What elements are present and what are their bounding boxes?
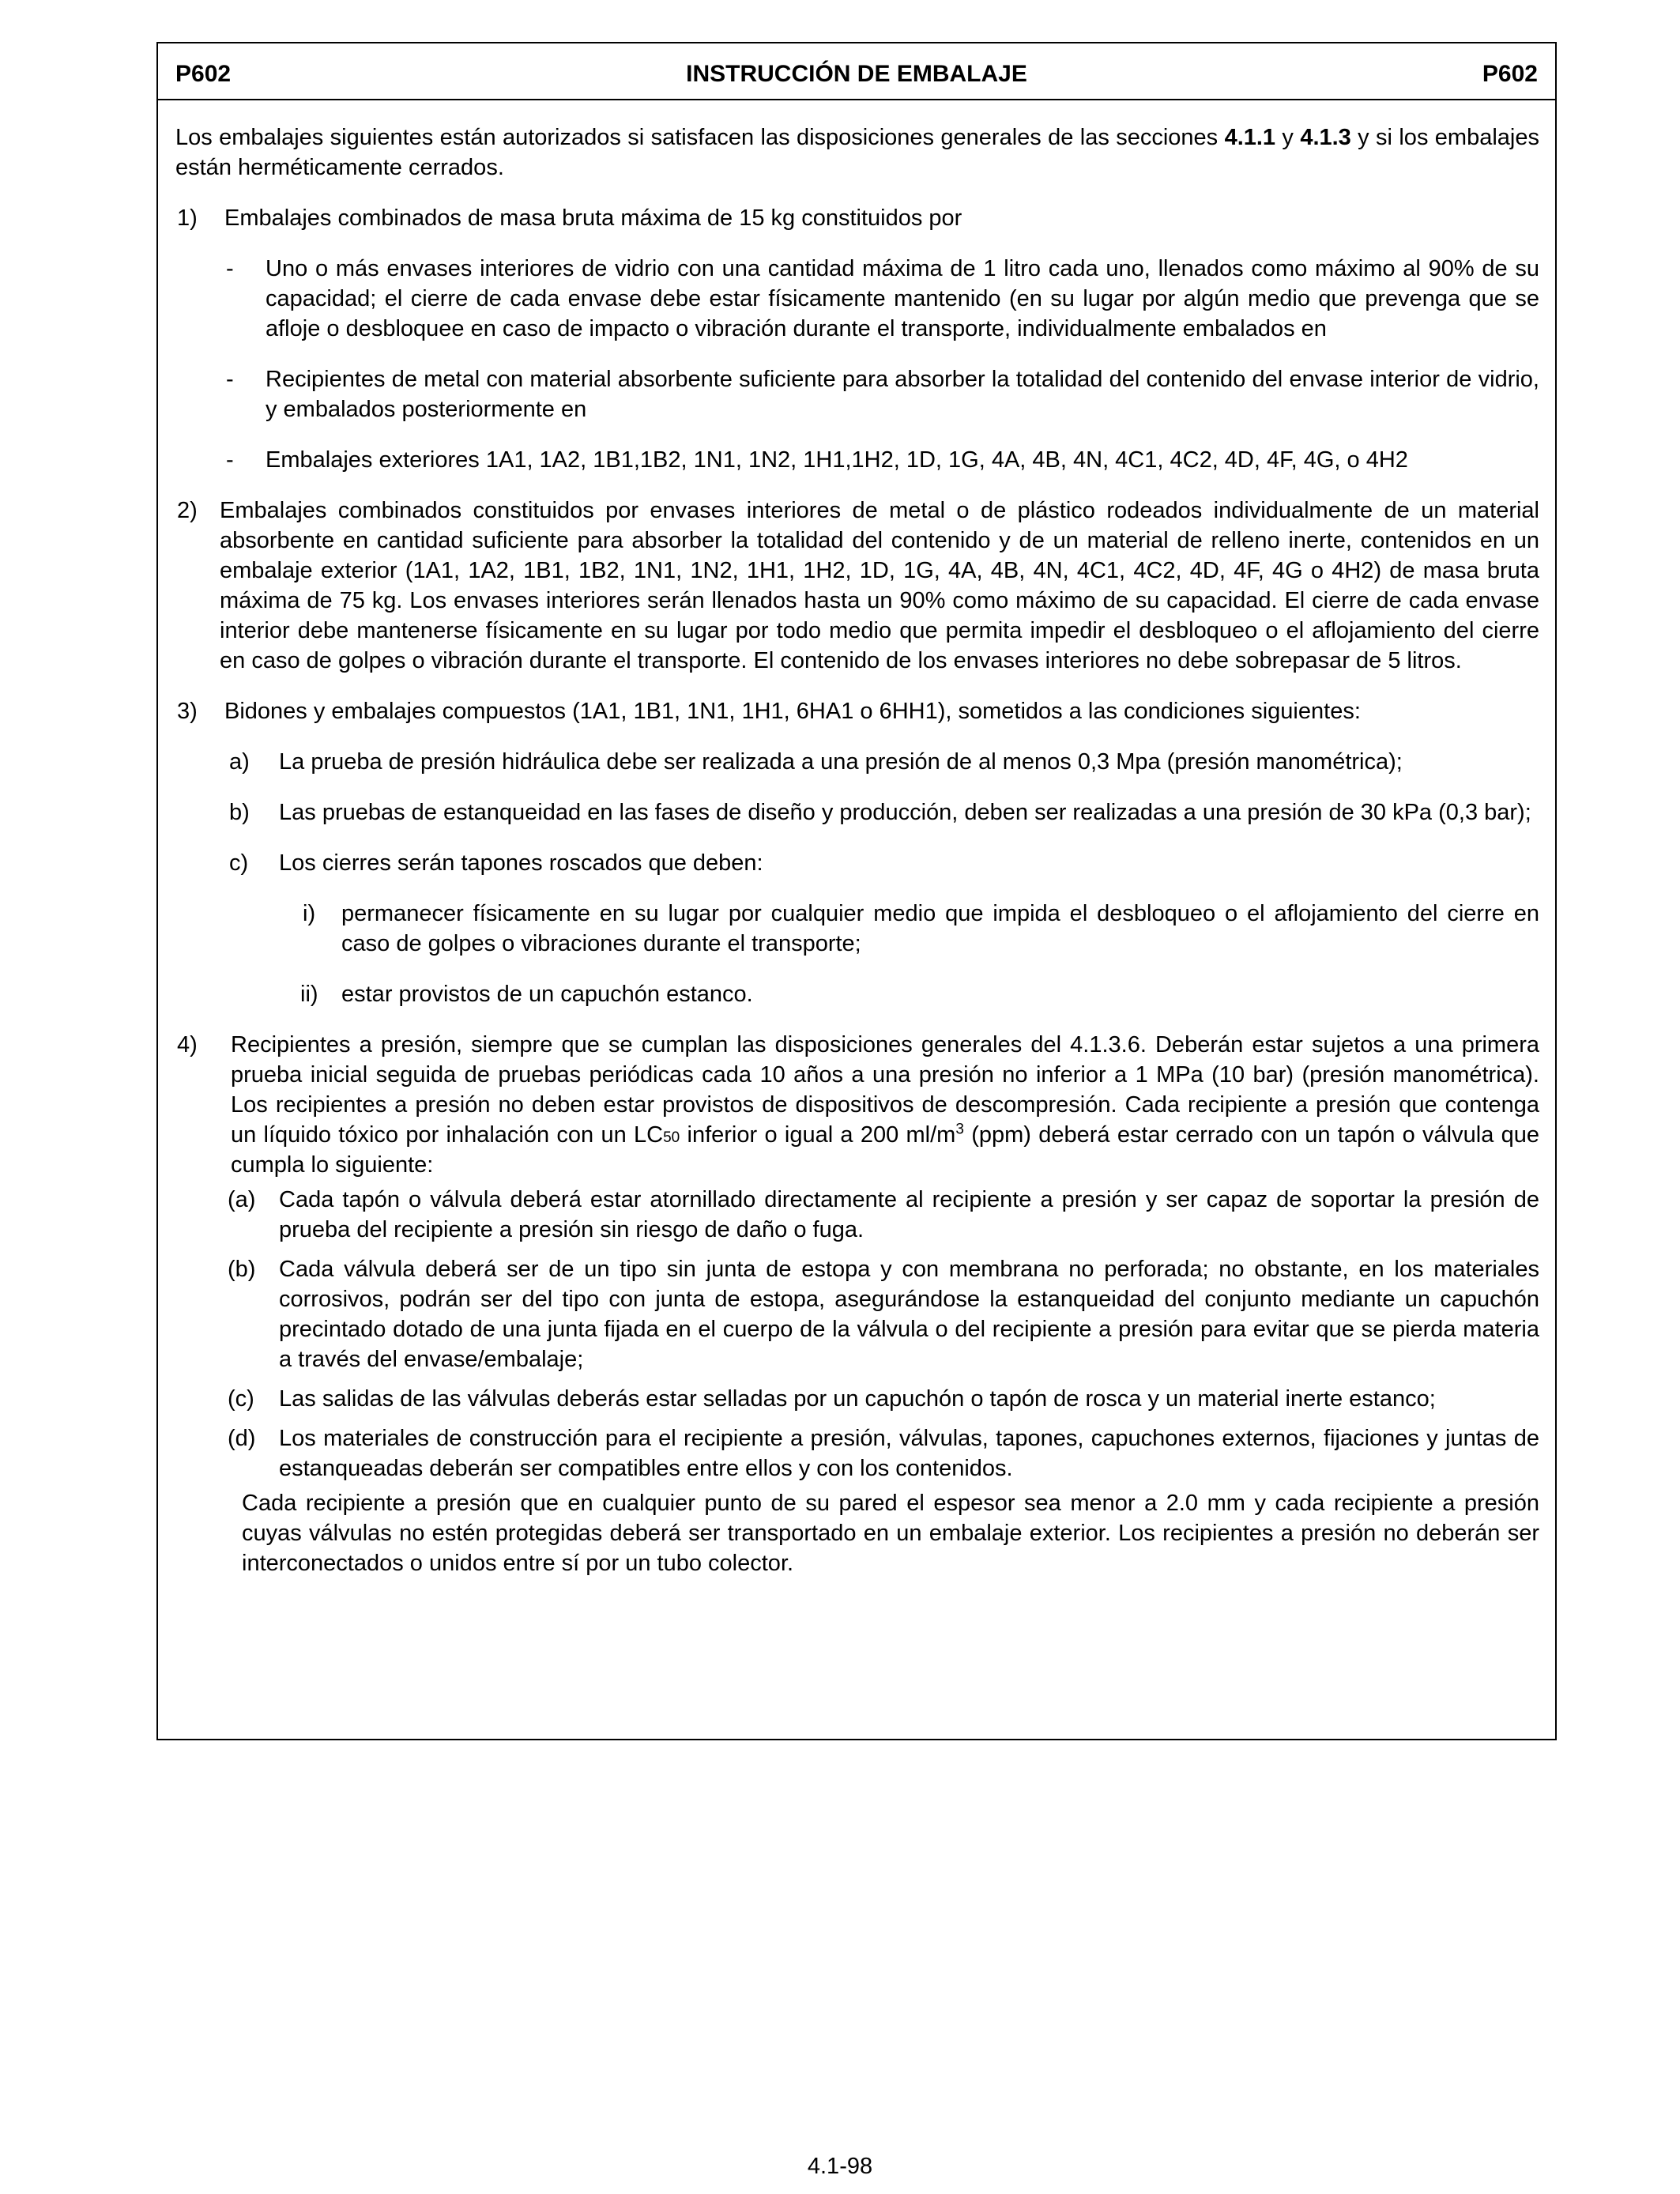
sub-marker: a) xyxy=(229,749,250,775)
item-1-dash-3 xyxy=(175,445,1539,475)
sub-text: Cada tapón o válvula deberá estar atornillado directamente al recipiente a presión y ser capaz de soportar la presión de prueba del recipiente a presión sin riesgo de daño o fuga. xyxy=(279,1187,1539,1242)
instruction-code-right: P602 xyxy=(1482,61,1538,87)
item-text: Embalajes combinados constituidos por envases interiores de metal o de plástico rodeados individualmente de un material absorbente en cantidad suficiente para absorber la totalidad del contenido y de un material de relleno inerte, contenidos en un embalaje exterior (1A1, 1A2, 1B1, 1B2, 1N1, 1N2, 1H1, 1H2, 1D, 1G, 4A, 4B, 4N, 4C1, 4C2, 4D, 4F, 4G o 4H2) de masa bruta máxima de 75 kg. Los envases interiores serán llenados hasta un 90% como máximo de su capacidad. El cierre de cada envase interior debe mantenerse físicamente en su lugar por todo medio que permita impedir el desbloqueo o el aflojamiento del cierre en caso de golpes o vibración durante el transporte. El contenido de los envases interiores no debe sobrepasar de 5 litros. xyxy=(220,498,1539,673)
item-text: Recipientes a presión, siempre que se cumplan las disposiciones generales del 4.1.3.6. Deberán estar sujetos a una primera prueba inicial seguida de pruebas periódicas cada 10 años a una presión no inferior a 1 MPa (10 bar) (presión manométrica). Los recipientes a presión no deben estar provistos de dispositivos de descompresión. Cada recipiente a presión que contenga un líquido tóxico por inhalación con un LC50 inferior o igual a 200 $ml/m^3$ (ppm) deberá estar cerrado con un tapón o válvula que cumpla lo siguiente: xyxy=(231,1032,1539,1178)
item-4-c xyxy=(175,1384,1539,1414)
item-3-c-i xyxy=(175,899,1539,959)
instruction-title: INSTRUCCIÓN DE EMBALAJE xyxy=(686,61,1027,87)
item-marker: 4) xyxy=(177,1032,198,1057)
sub-text: permanecer físicamente en su lugar por cualquier medio que impida el desbloqueo o el aflojamiento del cierre en caso de golpes o vibraciones durante el transporte; xyxy=(341,901,1539,956)
packing-instruction-box xyxy=(156,42,1557,1740)
dash-text: Uno o más envases interiores de vidrio con una cantidad máxima de 1 litro cada uno, llenados como máximo al 90% de su capacidad; el cierre de cada envase debe estar físicamente mantenido (en su lugar por algún medio que prevenga que se afloje o desbloquee en caso de impacto o vibración durante el transporte, individualmente embalados en xyxy=(266,256,1539,341)
sub-marker: c) xyxy=(229,850,249,876)
item-4-a xyxy=(175,1185,1539,1245)
item-4-closing xyxy=(175,1488,1539,1578)
section-reference: 4.1.1 xyxy=(1224,125,1276,150)
item-3-b xyxy=(175,797,1539,827)
dash-text: Embalajes exteriores 1A1, 1A2, 1B1,1B2, 1N1, 1N2, 1H1,1H2, 1D, 1G, 4A, 4B, 4N, 4C1, 4C2, 4D, 4F, 4G, o 4H2 xyxy=(266,447,1408,473)
dash-text: Recipientes de metal con material absorbente suficiente para absorber la totalidad del contenido del envase interior de vidrio, y embalados posteriormente en xyxy=(266,367,1539,422)
sub-marker: (a) xyxy=(228,1187,256,1212)
item-4-b xyxy=(175,1254,1539,1374)
instruction-code-left: P602 xyxy=(175,61,232,87)
dash-marker: - xyxy=(226,447,234,473)
item-4-d xyxy=(175,1423,1539,1483)
sub-text: Las pruebas de estanqueidad en las fases de diseño y producción, deben ser realizadas a una presión de 30 kPa (0,3 bar); xyxy=(279,800,1531,825)
item-marker: 3) xyxy=(177,699,198,724)
sub-text: estar provistos de un capuchón estanco. xyxy=(341,982,753,1007)
dash-marker: - xyxy=(226,256,234,281)
sub-marker: (c) xyxy=(228,1386,254,1412)
item-3-c xyxy=(175,848,1539,878)
sub-marker: (d) xyxy=(228,1426,256,1451)
dash-marker: - xyxy=(226,367,234,392)
sub-text: La prueba de presión hidráulica debe ser realizada a una presión de al menos 0,3 Mpa (presión manométrica); xyxy=(279,749,1403,775)
item-text: Bidones y embalajes compuestos (1A1, 1B1, 1N1, 1H1, 6HA1 o 6HH1), sometidos a las condiciones siguientes: xyxy=(224,699,1361,724)
sub-marker: b) xyxy=(229,800,250,825)
sub-text: Los cierres serán tapones roscados que deben: xyxy=(279,850,763,876)
sub-marker: (b) xyxy=(228,1257,256,1282)
item-1-dash-2 xyxy=(175,364,1539,424)
sub-text: Los materiales de construcción para el recipiente a presión, válvulas, tapones, capuchones externos, fijaciones y juntas de estanqueadas deberán ser compatibles entre ellos y con los contenidos. xyxy=(279,1426,1539,1481)
item-1 xyxy=(175,203,1539,233)
item-3 xyxy=(175,696,1539,726)
item-3-a xyxy=(175,747,1539,777)
instruction-body xyxy=(175,123,1539,1578)
sub-text: Las salidas de las válvulas deberás estar selladas por un capuchón o tapón de rosca y un material inerte estanco; xyxy=(279,1386,1436,1412)
instruction-header xyxy=(158,43,1555,100)
sub-marker: ii) xyxy=(300,982,318,1007)
closing-text: Cada recipiente a presión que en cualquier punto de su pared el espesor sea menor a 2.0 mm y cada recipiente a presión cuyas válvulas no estén protegidas deberá ser transportado en un embalaje exterior. Los recipientes a presión no deberán ser interconectados o unidos entre sí por un tubo colector. xyxy=(242,1491,1539,1576)
page-number: 4.1-98 xyxy=(807,2154,873,2179)
item-1-dash-1 xyxy=(175,254,1539,344)
item-marker: 1) xyxy=(177,205,198,231)
intro-paragraph: Los embalajes siguientes están autorizados si satisfacen las disposiciones generales de las secciones 4.1.1 y 4.1.3 y si los embalajes están herméticamente cerrados. xyxy=(175,125,1539,180)
item-marker: 2) xyxy=(177,498,198,523)
item-4 xyxy=(175,1030,1539,1180)
item-2 xyxy=(175,496,1539,676)
sub-text: Cada válvula deberá ser de un tipo sin junta de estopa y con membrana no perforada; no obstante, en los materiales corrosivos, podrán ser del tipo con junta de estopa, asegurándose la estanqueidad del conjunto mediante un capuchón precintado dotado de una junta fijada en el cuerpo de la válvula o del recipiente a presión para evitar que se pierda materia a través del envase/embalaje; xyxy=(279,1257,1539,1372)
item-text: Embalajes combinados de masa bruta máxima de 15 kg constituidos por xyxy=(224,205,962,231)
item-3-c-ii xyxy=(175,979,1539,1009)
sub-marker: i) xyxy=(303,901,316,926)
section-reference: 4.1.3 xyxy=(1300,125,1351,150)
